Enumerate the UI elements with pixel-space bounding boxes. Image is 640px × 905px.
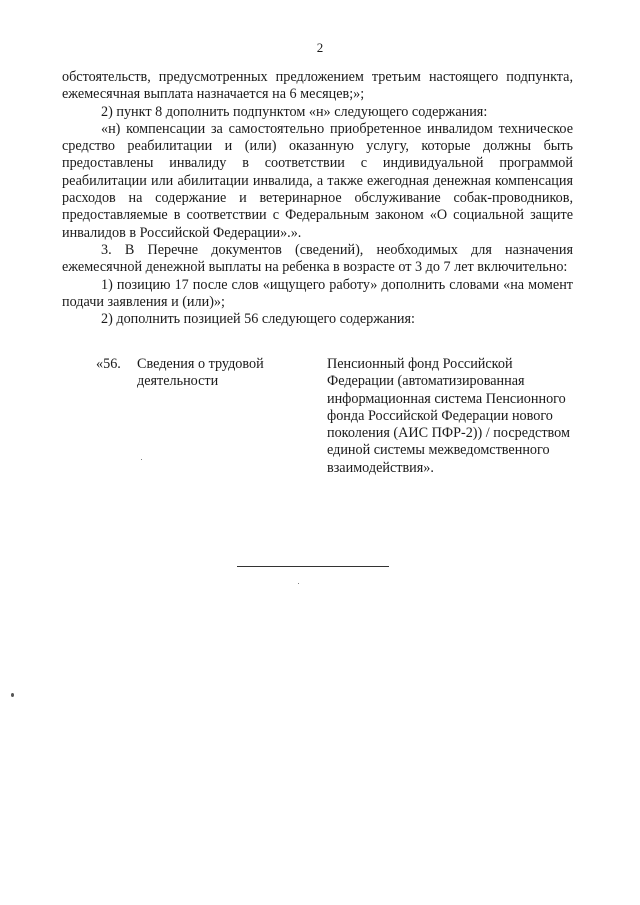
scan-speck xyxy=(11,693,14,697)
paragraph-position-17: 1) позицию 17 после слов «ищущего работу» дополнить словами «на момент подачи заявления и (или)»; xyxy=(62,276,573,310)
document-body xyxy=(62,69,573,328)
closing-rule xyxy=(237,566,389,567)
item-number: «56. xyxy=(96,356,121,372)
paragraph-position-56: 2) дополнить позицией 56 следующего содержания: xyxy=(101,311,415,328)
paragraph-item-3: 3. В Перечне документов (сведений), необходимых для назначения ежемесячной денежной выплаты на ребенка в возрасте от 3 до 7 лет включительно: xyxy=(62,241,573,276)
paragraph-subitem-n: «н) компенсации за самостоятельно приобретенное инвалидом техническое средство реабилитации и (или) оказанную услугу, которые должны быть предоставлены инвалиду в соответствии с индивидуальной программой реабилитации или абилитации инвалида, а также ежегодная денежная компенсация расходов на содержание и ветеринарное обслуживание собак-проводников, предоставляемые в соответствии с Федеральным законом «О социальной защите инвалидов в Российской Федерации».». xyxy=(62,120,573,241)
paragraph-continuation: обстоятельств, предусмотренных предложением третьим настоящего подпункта, ежемесячная выплата назначается на 6 месяцев;»; xyxy=(62,69,573,103)
page-number: 2 xyxy=(316,40,324,55)
item-source: Пенсионный фонд Российской Федерации (автоматизированная информационная система Пенсионного фонда Российской Федерации нового поколения (АИС ПФР-2)) / посредством единой системы межведомственного взаимодействия». xyxy=(327,356,570,476)
paragraph-item-2: 2) пункт 8 дополнить подпунктом «н» следующего содержания: xyxy=(101,103,488,120)
scan-speck xyxy=(141,459,142,460)
item-name: Сведения о трудовой деятельности xyxy=(137,356,264,390)
scan-speck xyxy=(298,583,299,584)
